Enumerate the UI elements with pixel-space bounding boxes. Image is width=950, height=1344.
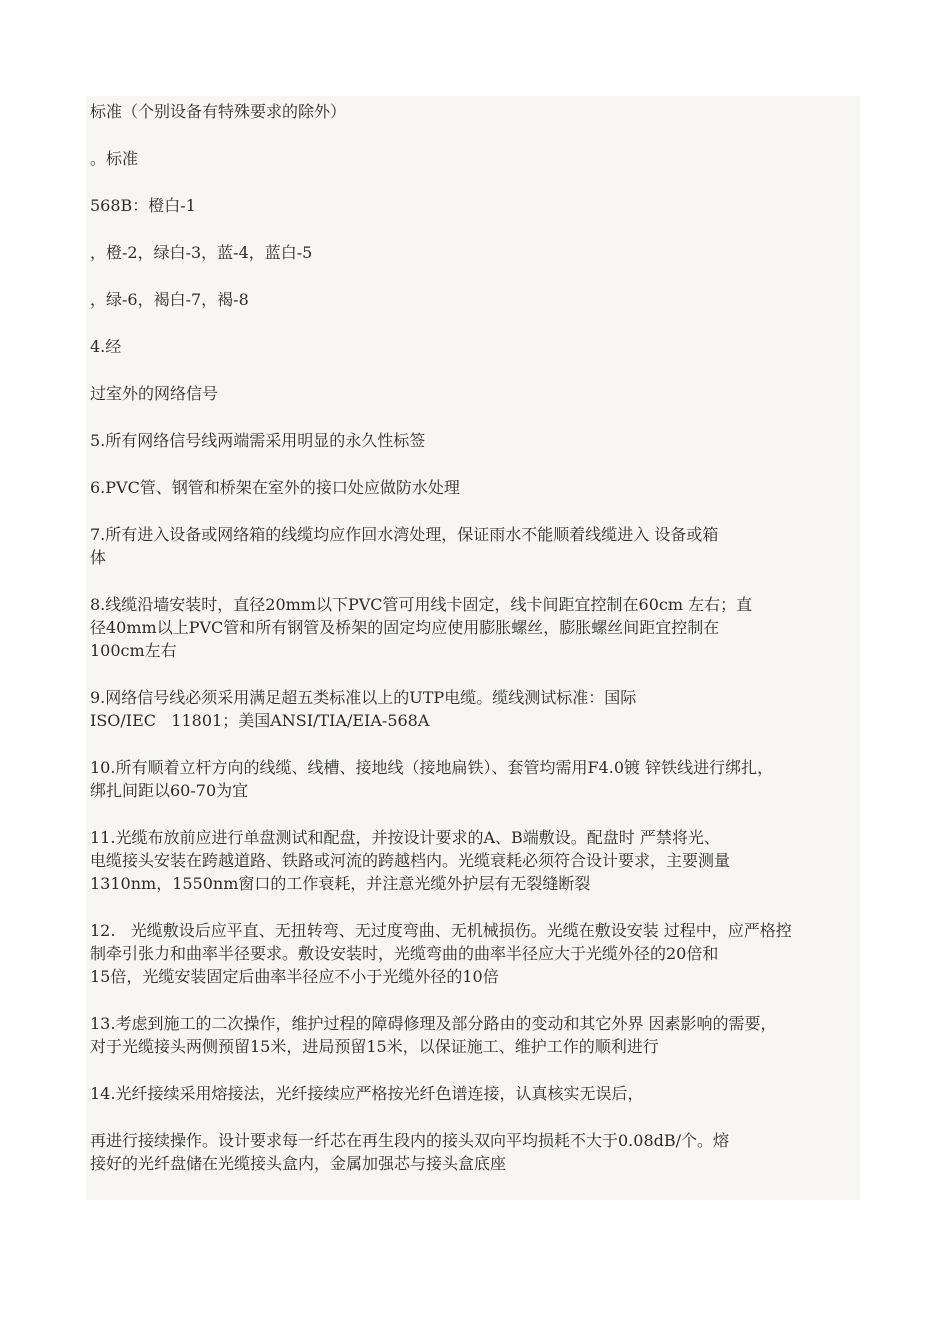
paragraph-line: 。标准 [90, 149, 139, 168]
paragraph-line: 8.线缆沿墙安装时，直径20mm以下PVC管可用线卡固定，线卡间距宜控制在60cm 左右；直 [90, 595, 753, 614]
paragraph-line: 制牵引张力和曲率半径要求。敷设安装时，光缆弯曲的曲率半径应大于光缆外径的20倍和 [90, 944, 719, 963]
paragraph [90, 1082, 872, 1105]
paragraph-line: ，橙-2，绿白-3，蓝-4，蓝白-5 [90, 243, 313, 262]
paragraph-line: 绑扎间距以60-70为宜 [90, 781, 249, 800]
paragraph-line: 9.网络信号线必须采用满足超五类标准以上的UTP电缆。缆线测试标准：国际 [90, 688, 637, 707]
paragraph-line: 12. 光缆敷设后应平直、无扭转弯、无过度弯曲、无机械损伤。光缆在敷设安装 过程中，应严格控 [90, 921, 792, 940]
paragraph [90, 335, 872, 358]
paragraph [90, 593, 872, 662]
paragraph-line: 径40mm以上PVC管和所有钢管及桥架的固定均应使用膨胀螺丝，膨胀螺丝间距宜控制在 [90, 618, 720, 637]
paragraph [90, 476, 872, 499]
paragraph [90, 382, 872, 405]
paragraph-line: 11.光缆布放前应进行单盘测试和配盘，并按设计要求的A、B端敷设。配盘时 严禁将光、 [90, 828, 720, 847]
paragraph-line: 对于光缆接头两侧预留15米，进局预留15米，以保证施工、维护工作的顺利进行 [90, 1037, 659, 1056]
paragraph-line: 15倍，光缆安装固定后曲率半径应不小于光缆外径的10倍 [90, 967, 499, 986]
paragraph-line: 4.经 [90, 337, 122, 356]
paragraph-line: 再进行接续操作。设计要求每一纤芯在再生段内的接头双向平均损耗不大于0.08dB/个。熔 [90, 1131, 730, 1150]
paragraph-line: 7.所有进入设备或网络箱的线缆均应作回水湾处理，保证雨水不能顺着线缆进入 设备或箱 [90, 525, 719, 544]
paragraph-line: 标准（个别设备有特殊要求的除外） [90, 102, 347, 121]
paragraph-line: ISO/IEC 11801；美国ANSI/TIA/EIA-568A [90, 711, 430, 730]
paragraph-line: 13.考虑到施工的二次操作，维护过程的障碍修理及部分路由的变动和其它外界 因素影响的需要， [90, 1014, 777, 1033]
paragraph [90, 756, 872, 802]
paragraph-line: 过室外的网络信号 [90, 384, 219, 403]
paragraph [90, 686, 872, 732]
paragraph [90, 1129, 872, 1175]
paragraph [90, 241, 872, 264]
document-body [86, 96, 872, 1175]
paragraph-line: 10.所有顺着立杆方向的线缆、线槽、接地线（接地扁铁）、套管均需用F4.0镀 锌铁线进行绑扎， [90, 758, 774, 777]
paragraph [90, 429, 872, 452]
paragraph-line: 568B：橙白-1 [90, 196, 196, 215]
paragraph-line: ，绿-6，褐白-7，褐-8 [90, 290, 249, 309]
paragraph [90, 919, 872, 988]
paragraph [90, 288, 872, 311]
paragraph-line: 6.PVC管、钢管和桥架在室外的接口处应做防水处理 [90, 478, 460, 497]
paragraph [90, 826, 872, 895]
paragraph-line: 14.光纤接续采用熔接法，光纤接续应严格按光纤色谱连接，认真核实无误后， [90, 1084, 644, 1103]
paragraph [90, 100, 872, 123]
paragraph [90, 147, 872, 170]
paragraph-line: 电缆接头安装在跨越道路、铁路或河流的跨越档内。光缆衰耗必须符合设计要求，主要测量 [90, 851, 731, 870]
paragraph-line: 1310nm，1550nm窗口的工作衰耗，并注意光缆外护层有无裂缝断裂 [90, 874, 591, 893]
paragraph [90, 1012, 872, 1058]
paragraph [90, 523, 872, 569]
paragraph [90, 194, 872, 217]
paragraph-line: 100cm左右 [90, 641, 177, 660]
document-page [86, 96, 860, 1200]
paragraph-line: 体 [90, 548, 107, 567]
paragraph-line: 接好的光纤盘储在光缆接头盒内，金属加强芯与接头盒底座 [90, 1154, 507, 1173]
paragraph-line: 5.所有网络信号线两端需采用明显的永久性标签 [90, 431, 426, 450]
